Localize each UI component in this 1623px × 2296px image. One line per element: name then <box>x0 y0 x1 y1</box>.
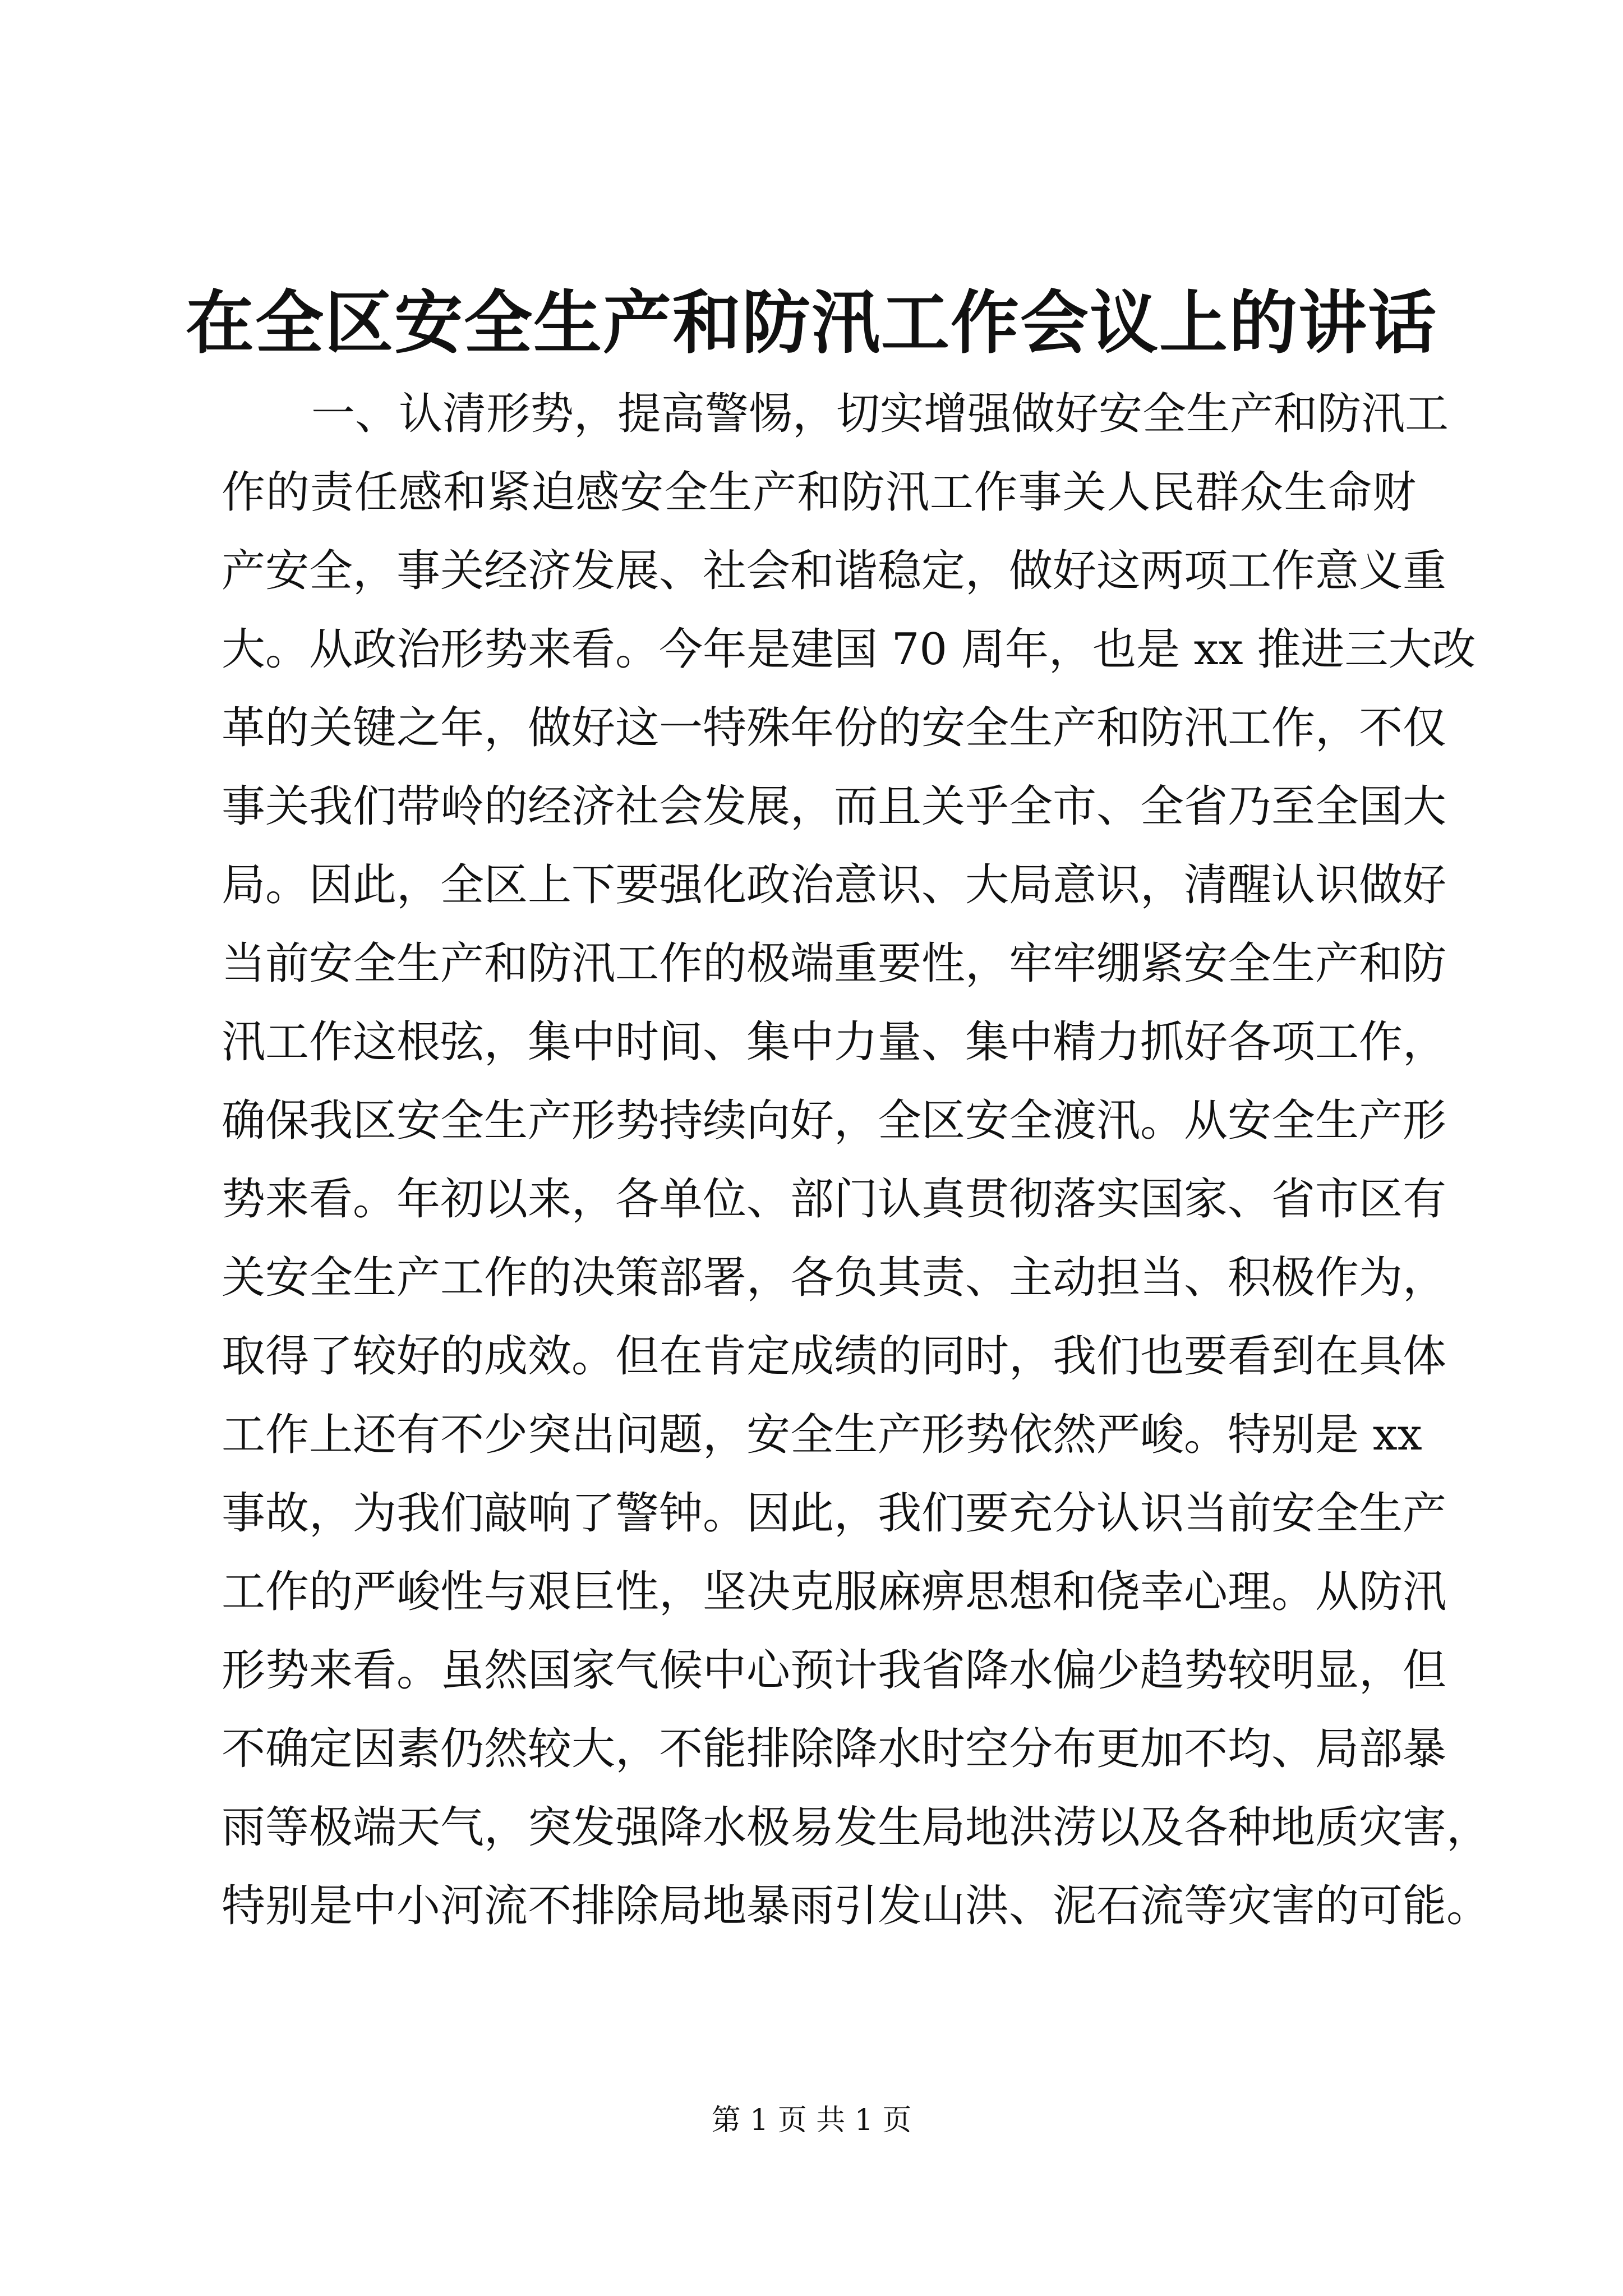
body-paragraph <box>222 375 1491 1945</box>
document-title: 在全区安全生产和防汛工作会议上的讲话 <box>186 282 1437 363</box>
text-line: 革的关键之年，做好这一特殊年份的安全生产和防汛工作，不仅 <box>222 703 1447 753</box>
text-line: 关安全生产工作的决策部署，各负其责、主动担当、积极作为， <box>222 1253 1447 1303</box>
text-line: 工作上还有不少突出问题，安全生产形势依然严峻。特别是 xx <box>222 1410 1422 1460</box>
text-line: 势来看。年初以来，各单位、部门认真贯彻落实国家、省市区有 <box>222 1174 1447 1225</box>
page-footer: 第 1 页 共 1 页 <box>711 2104 912 2137</box>
text-line: 形势来看。虽然国家气候中心预计我省降水偏少趋势较明显，但 <box>222 1645 1447 1696</box>
text-line: 汛工作这根弦，集中时间、集中力量、集中精力抓好各项工作， <box>222 1017 1447 1068</box>
text-line: 雨等极端天气，突发强降水极易发生局地洪涝以及各种地质灾害， <box>222 1802 1491 1853</box>
text-line: 一、认清形势，提高警惕，切实增强做好安全生产和防汛工 <box>311 389 1449 439</box>
text-line: 作的责任感和紧迫感安全生产和防汛工作事关人民群众生命财 <box>222 467 1416 518</box>
text-line: 特别是中小河流不排除局地暴雨引发山洪、泥石流等灾害的可能。 <box>222 1881 1491 1931</box>
text-line: 事故，为我们敲响了警钟。因此，我们要充分认识当前安全生产 <box>222 1488 1447 1539</box>
text-line: 确保我区安全生产形势持续向好，全区安全渡汛。从安全生产形 <box>222 1096 1447 1146</box>
text-line: 局。因此，全区上下要强化政治意识、大局意识，清醒认识做好 <box>222 860 1447 910</box>
text-line: 事关我们带岭的经济社会发展，而且关乎全市、全省乃至全国大 <box>222 781 1447 832</box>
text-line: 产安全，事关经济发展、社会和谐稳定，做好这两项工作意义重 <box>222 546 1447 596</box>
text-line: 当前安全生产和防汛工作的极端重要性，牢牢绷紧安全生产和防 <box>222 938 1447 989</box>
text-line: 不确定因素仍然较大，不能排除降水时空分布更加不均、局部暴 <box>222 1724 1447 1774</box>
text-line: 取得了较好的成效。但在肯定成绩的同时，我们也要看到在具体 <box>222 1331 1447 1382</box>
text-line: 工作的严峻性与艰巨性，坚决克服麻痹思想和侥幸心理。从防汛 <box>222 1567 1447 1617</box>
text-line: 大。从政治形势来看。今年是建国 70 周年，也是 xx 推进三大改 <box>222 624 1476 675</box>
